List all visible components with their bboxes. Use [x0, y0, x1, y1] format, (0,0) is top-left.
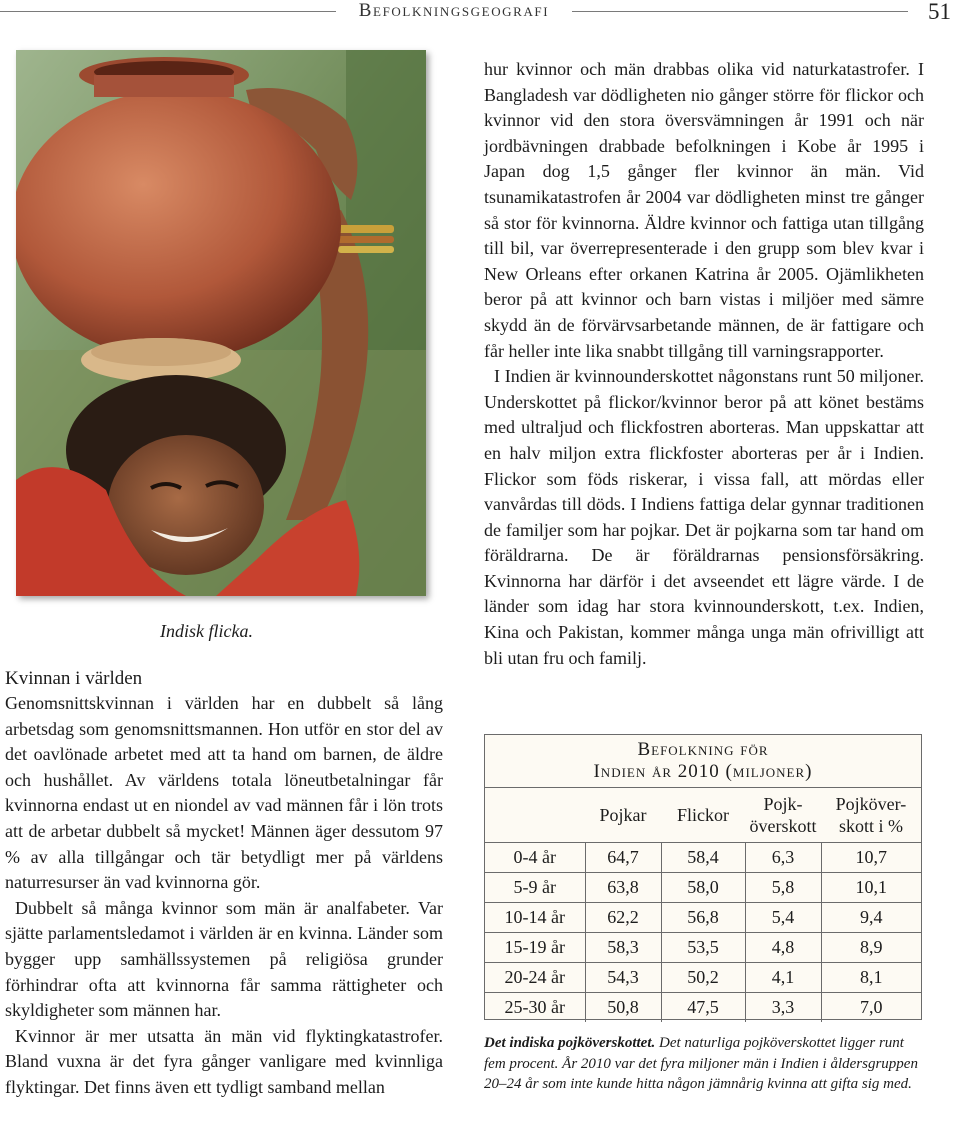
table-cell: 56,8: [661, 903, 745, 933]
table-row: [485, 873, 921, 903]
table-header-cell: [485, 788, 585, 843]
table-header-row: [485, 788, 921, 843]
table-title: [485, 739, 921, 783]
table-cell: 62,2: [585, 903, 661, 933]
table-caption: [484, 1033, 920, 1095]
table-title-line-1: Befolkning för: [637, 739, 769, 760]
table-row: [485, 963, 921, 993]
table-cell: 25-30 år: [485, 993, 585, 1023]
table-cell: 20-24 år: [485, 963, 585, 993]
table-row: [485, 933, 921, 963]
table-cell: 64,7: [585, 843, 661, 873]
left-paragraph-1: Genomsnittskvinnan i världen har en dubbelt så lång arbetsdag som genomsnittsmannen. Hon utför en stor del av det oavlönade arbetet med att ta hand om barnen, de äldre och hushållet. Av världens totala löneutbetalningar får kvinnorna endast ut en niondel av vad männen får i lön trots att de arbetar dubbelt så mycket! Männen äger dessutom 97 % av alla tillgångar och tär betydligt mer på världens naturresurser än vad kvinnorna gör.: [5, 693, 443, 893]
right-paragraph-2: I Indien är kvinnounderskottet någonstans runt 50 miljoner. Underskottet på flickor/kvinnor beror på att könet bestäms med ultraljud och flickfostren aborteras. Man uppskattar att en halv miljon extra flickfoster aborteras per år i Indien. Flickor som föds riskerar, i vissa fall, att mördas eller vanvårdas till döds. I Indiens fattiga delar gynnar traditionen de familjer som har pojkar. Det är pojkarna som tar hand om föräldrarna. De är föräldrarnas pensionsförsäkring. Kvinnorna har därför i det avseendet ett lägre värde. I de länder som idag har stora kvinnounderskott, t.ex. Indien, Kina och Pakistan, kommer många unga män ofrivilligt att bli utan fru och familj.: [484, 366, 924, 668]
table-header-cell: Flickor: [661, 788, 745, 843]
photo-caption: Indisk flicka.: [160, 621, 253, 641]
section-heading: Kvinnan i världen: [5, 668, 143, 689]
left-column: [5, 666, 443, 1101]
running-header: Befolkningsgeografi: [358, 0, 550, 21]
table-cell: 53,5: [661, 933, 745, 963]
table-title-line-2: Indien år 2010 (miljoner): [593, 761, 813, 782]
table-cell: 54,3: [585, 963, 661, 993]
table-cell: 7,0: [821, 993, 921, 1023]
right-paragraph-1: hur kvinnor och män drabbas olika vid naturkatastrofer. I Bangladesh var dödligheten nio gånger större för flickor och kvinnor vid den stora översvämningen år 1991 och när jordbävningen drabbade befolkningen i Kobe år 1995 i Japan dog 1,5 gånger fler kvinnor än män. Vid tsunamikatastrofen år 2004 var dödligheten minst tre gånger så stor för kvinnorna. Äldre kvinnor och fattiga utan tillgång till bil, var överrepresenterade i den grupp som blev kvar i New Orleans efter orkanen Katrina år 2005. Ojämlikheten beror på att kvinnor och barn vistas i miljöer med sämre skydd än de förvärvsarbetande männen, de är fattigare och får heller inte lika snabbt tillgång till varningsrapporter.: [484, 59, 924, 361]
table-cell: 10,1: [821, 873, 921, 903]
table-cell: 5,8: [745, 873, 821, 903]
population-table: [485, 787, 921, 1022]
left-paragraph-2: Dubbelt så många kvinnor som män är analfabeter. Var sjätte parlamentsledamot i världen är en kvinna. Länder som bygger upp samhällssystemen på religiösa grunder förhindrar ofta att kvinnorna får samma rättigheter och skyldigheter som männen har.: [5, 897, 443, 1021]
table-cell: 4,1: [745, 963, 821, 993]
table-row: [485, 903, 921, 933]
table-cell: 10-14 år: [485, 903, 585, 933]
table-cell: 8,9: [821, 933, 921, 963]
page-number: 51: [928, 0, 951, 24]
table-cell: 5-9 år: [485, 873, 585, 903]
right-column: [484, 57, 924, 671]
left-paragraph-3: Kvinnor är mer utsatta än män vid flyktingkatastrofer. Bland vuxna är det fyra gånger vanligare med kvinnliga flyktingar. Det finns även ett tydligt samband mellan: [5, 1025, 443, 1097]
table-cell: 4,8: [745, 933, 821, 963]
table-cell: 5,4: [745, 903, 821, 933]
table-cell: 9,4: [821, 903, 921, 933]
table-caption-text: Det naturliga pojköverskottet ligger runt fem procent. År 2010 var det fyra miljoner män i Indien i åldersgruppen 20–24 år som inte kunde hitta någon jämnårig kvinna att gifta sig med.: [484, 1035, 918, 1092]
table-cell: 63,8: [585, 873, 661, 903]
table-cell: 50,8: [585, 993, 661, 1023]
table-header-cell: Pojkar: [585, 788, 661, 843]
header-rule-left: [0, 11, 336, 12]
population-table-box: [484, 734, 922, 1020]
table-header-cell: Pojköver- skott i %: [821, 788, 921, 843]
table-row: [485, 843, 921, 873]
table-cell: 3,3: [745, 993, 821, 1023]
table-cell: 0-4 år: [485, 843, 585, 873]
photo-girl-with-pot: [16, 50, 426, 596]
table-cell: 6,3: [745, 843, 821, 873]
table-cell: 47,5: [661, 993, 745, 1023]
table-caption-title: Det indiska pojköverskottet.: [484, 1035, 656, 1051]
table-header-cell: Pojk- överskott: [745, 788, 821, 843]
table-cell: 15-19 år: [485, 933, 585, 963]
table-cell: 58,0: [661, 873, 745, 903]
table-cell: 8,1: [821, 963, 921, 993]
table-cell: 10,7: [821, 843, 921, 873]
header-rule-right: [572, 11, 908, 12]
table-cell: 50,2: [661, 963, 745, 993]
table-cell: 58,4: [661, 843, 745, 873]
table-row: [485, 993, 921, 1023]
table-cell: 58,3: [585, 933, 661, 963]
